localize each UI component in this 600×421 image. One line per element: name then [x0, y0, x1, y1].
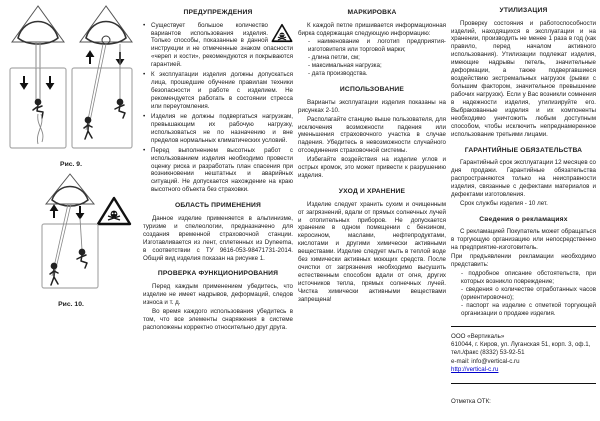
marking-item: - наименование и логотип предприятия-изготовителя или торговой марки;	[308, 38, 446, 54]
warranty-paragraph: Срок службы изделия - 10 лет.	[460, 199, 548, 207]
hanging-climber-figure	[77, 249, 87, 268]
use-paragraph: Располагайте станцию выше пользователя, для исключения возможности падения или уменьшения страховочного участка в случае падения. Убедитесь в невозможности случайного отсоединения страховочной системы.	[298, 115, 446, 155]
figure-10-caption: Рис. 10.	[58, 301, 84, 308]
hanging-climber-figure	[115, 99, 125, 118]
care-heading: УХОД И ХРАНЕНИЕ	[338, 188, 406, 196]
check-paragraph: Во время каждого использования убедитесь в том, что все элементы снаряжения в системе расположены корректно относительно друг друга.	[143, 307, 293, 331]
warning-item	[143, 71, 293, 111]
use-paragraph: Избегайте воздействия на изделие углов и острых кромок, это может привести к разрушению изделия.	[298, 156, 446, 180]
disposal-paragraph: Проверку состояния и работоспособности изделий, находящихся в эксплуатации и на хранении, производить не менее 1 раза в год (как правило, перед началом активного использования). Утилизации подлежат изделия, имеющие надрывы петель, значительные деформации, а также подвергавшиеся воздействию экстремальных нагрузок (рывки с большим фактором, значительное превышение рабочих нагрузок). Если у Вас возникли сомнения в надежности изделия, утилизируйте его. Выбракованные изделия и их компоненты необходимо уничтожить любым доступным способом, чтобы исключить непреднамеренное использование третьими лицами.	[451, 19, 596, 138]
application-heading: ОБЛАСТЬ ПРИМЕНЕНИЯ	[174, 202, 262, 210]
separator-line	[451, 326, 596, 327]
marking-intro: К каждой петле пришивается информационная бирка содержащая следующую информацию:	[298, 21, 446, 37]
company-name: ООО «Вертикаль»	[451, 332, 505, 340]
up-arrow-icon	[87, 52, 92, 64]
belayer-figure	[84, 117, 92, 139]
company-info-block	[451, 333, 596, 375]
marking-item: - длина петли, см;	[308, 54, 360, 62]
warranty-paragraph: Гарантийный срок эксплуатации 12 месяцев со дня продажи. Гарантийные обязательства распространяются только на неисправности изделия, связанные с дефектами материалов и дефектами изготовления.	[451, 159, 596, 198]
company-email: e-mail: info@vertical-c.ru	[451, 357, 520, 365]
figures-column	[2, 2, 140, 312]
marking-use-column	[298, 6, 446, 305]
otk-mark-label: Отметка ОТК:	[451, 397, 491, 405]
function-check-heading: ПРОВЕРКА ФУНКЦИОНИРОВАНИЯ	[157, 270, 279, 278]
warning-text: Существует большое количество вариантов использования изделия. Только способы, показанные в данной инструкции и не отмеченные знаком опасности «череп и кости», рекомендуются и покрываются гарантией.	[151, 21, 293, 69]
down-arrow-icon	[77, 206, 82, 218]
claims-list	[451, 270, 596, 318]
warnings-heading: ПРЕДУПРЕЖДЕНИЯ	[183, 9, 253, 16]
claims-heading: Сведения о рекламациях	[479, 215, 568, 223]
warning-text: К эксплуатации изделия должны допускаться лица, прошедшие обучение правилам техники безопасности и работе с изделием. Не рекомендуется работать в состоянии стресса или переутомления.	[151, 71, 293, 110]
disposal-warranty-column	[451, 4, 596, 406]
figure-10-illustration	[2, 172, 140, 300]
belayer-figure	[50, 263, 58, 285]
warning-item	[143, 147, 293, 195]
use-paragraph: Варианты эксплуатации изделия показаны на рисунках 2-10.	[298, 98, 446, 114]
figure-9-illustration	[2, 2, 140, 160]
marking-heading: МАРКИРОВКА	[347, 9, 397, 16]
warning-item	[143, 113, 293, 145]
claims-paragraph: С рекламацией Покупатель может обращаться в торгующую организацию или непосредственно на предприятие-изготовитель.	[451, 228, 596, 252]
claims-item: - сведения о количестве отработанных часов (ориентировочно);	[461, 285, 596, 301]
skull-warning-icon	[271, 23, 293, 43]
marking-item: - максимальная нагрузка;	[308, 62, 382, 70]
separator-line	[451, 383, 596, 384]
company-address: 610044, г. Киров, ул. Луганская 51, корп. 3, оф.1,	[451, 341, 591, 349]
disposal-heading: УТИЛИЗАЦИЯ	[499, 7, 548, 14]
application-paragraph: Данное изделие применяется в альпинизме, туризме и спелеологии, предназначено для создания временной страховочной станции. Изготавливается из лент, сплетенных из Dyneema, в соответствии с ТУ 9616-053-98471731-2014. Общий вид изделия показан на рисунке 1.	[143, 214, 293, 262]
down-arrow-icon	[21, 76, 52, 88]
company-phone: тел./факс (8332) 53-92-51	[451, 349, 525, 357]
warning-item	[143, 22, 293, 70]
claims-paragraph: При предъявлении рекламации необходимо представить:	[451, 253, 596, 269]
up-arrow-icon	[51, 206, 56, 218]
warranty-heading: ГАРАНТИЙНЫЕ ОБЯЗАТЕЛЬСТВА	[464, 146, 583, 154]
warning-text: Изделия не должны подвергаться нагрузкам, превышающим их рабочую нагрузку, использоваться не по назначению и вне пределов нормальных климатических условий.	[151, 112, 293, 144]
marking-item: - дата производства.	[308, 70, 368, 78]
figure-9-caption: Рис. 9.	[60, 161, 82, 168]
skull-warning-icon	[98, 198, 130, 224]
company-website-link[interactable]: http://vertical-c.ru	[451, 366, 499, 374]
marking-list	[298, 38, 446, 78]
warning-text: Перед выполнением высотных работ с использованием изделия необходимо провести оценку риска и разработать план спасения при возникновении нештатных и аварийных ситуаций. Не допускается нахождение на краю высотного объекта без страховки.	[151, 146, 293, 194]
claims-item: - паспорт на изделие с отметкой торгующей организации о продаже изделия.	[461, 301, 596, 317]
check-paragraph: Перед каждым применением убедитесь, что изделие не имеет надрывов, деформаций, следов износа и т. д.	[143, 283, 293, 306]
claims-item: - подробное описание обстоятельств, при которых возникло повреждение;	[461, 270, 596, 286]
care-paragraph: Изделие следует хранить сухим и очищенным от загрязнений, вдали от прямых солнечных лучей и отопительных приборов. Не допускается хранение в одном помещении с бензином, керосином, маслами, нефтепродуктами, кислотами и другими химически активными веществами. Изделие следует мыть в теплой воде без химически активных моющих средств. После очистки от загрязнения необходимо высушить естественным способом вдали от огня, других источников тепла, прямых солнечных лучей. Чистка химически активными веществами запрещена!	[298, 200, 446, 303]
warnings-column	[143, 6, 293, 333]
warnings-list	[143, 22, 293, 195]
use-heading: ИСПОЛЬЗОВАНИЕ	[339, 86, 405, 94]
